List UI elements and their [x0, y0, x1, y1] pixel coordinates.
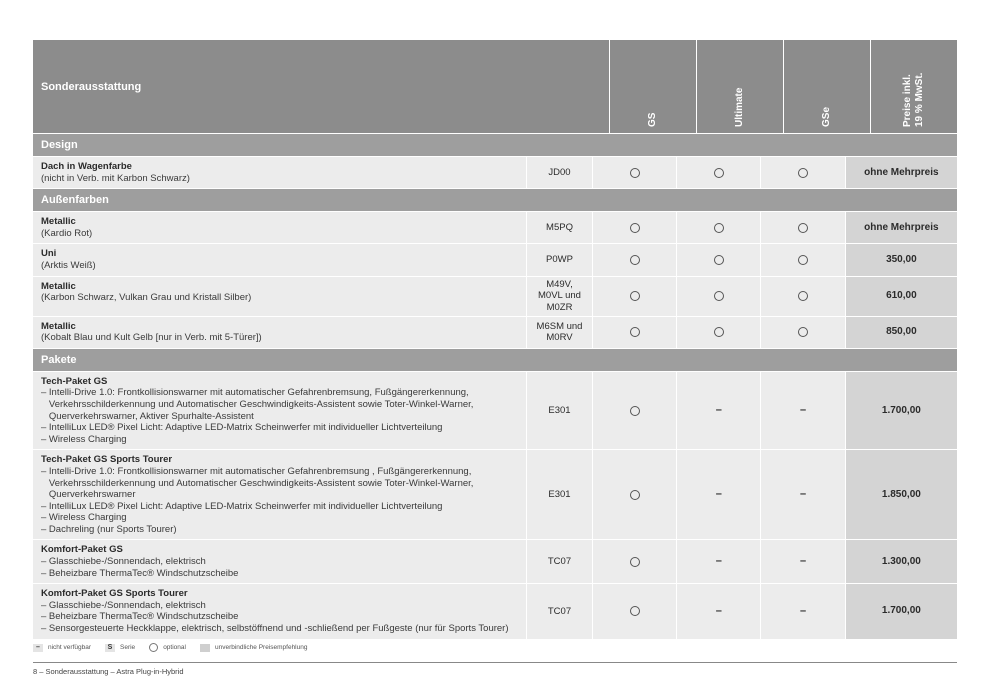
table-row — [33, 277, 957, 316]
optional-circle-icon — [714, 327, 724, 337]
optional-circle-icon — [630, 291, 640, 301]
row-gse: – — [761, 584, 845, 638]
row-gse — [761, 277, 845, 316]
row-detail-line: – IntelliLux LED® Pixel Licht: Adaptive LED-Matrix Scheinwerfer mit individueller Lichtverteilung — [41, 422, 443, 434]
row-price: 1.850,00 — [846, 450, 957, 539]
optional-circle-icon — [798, 223, 808, 233]
optional-circle-icon — [798, 168, 808, 178]
row-gse: – — [761, 450, 845, 539]
row-gs — [593, 584, 677, 638]
row-gse: – — [761, 540, 845, 583]
row-ultimate — [677, 212, 761, 243]
row-code-text: TC07 — [547, 605, 572, 617]
row-title: Dach in Wagenfarbe — [41, 161, 132, 172]
row-detail-line: – Wireless Charging — [41, 433, 127, 445]
row-title: Metallic — [41, 320, 76, 332]
row-detail-line: (Kardio Rot) — [41, 227, 93, 239]
row-detail-line: – Intelli-Drive 1.0: Frontkollisionswarner mit automatischer Gefahrenbremsung , Fußgängererkennung, — [41, 465, 472, 477]
legend-optional-icon — [149, 643, 158, 652]
options-table — [33, 40, 957, 639]
section-design: Design — [33, 134, 957, 156]
row-description — [33, 584, 527, 638]
row-code — [527, 584, 593, 638]
table-row — [33, 212, 957, 243]
legend — [33, 643, 321, 652]
row-detail-line: Verkehrsschilderkennung und Automatischer Geschwindigkeits-Assistent sowie Toter-Winkel-Warner, — [41, 398, 474, 410]
optional-circle-icon — [630, 406, 640, 416]
row-ultimate — [677, 277, 761, 316]
row-code-text: M49V, M0VL und M0ZR — [538, 278, 581, 313]
row-description — [33, 317, 527, 348]
optional-circle-icon — [630, 490, 640, 500]
legend-serie-key: S — [105, 644, 115, 652]
row-price: 1.300,00 — [846, 540, 957, 583]
row-title: Metallic — [41, 280, 76, 292]
legend-dash-key: – — [33, 644, 43, 652]
row-description — [33, 212, 527, 243]
header-col-gs: GS — [610, 40, 697, 133]
row-title: Tech-Paket GS — [41, 375, 108, 387]
row-description — [33, 540, 527, 583]
row-code-text: P0WP — [546, 254, 573, 266]
row-code-text: E301 — [548, 489, 571, 501]
row-detail-line: – Glasschiebe-/Sonnendach, elektrisch — [41, 556, 206, 568]
row-gs — [593, 157, 677, 188]
row-gs — [593, 212, 677, 243]
row-code — [527, 450, 593, 539]
optional-circle-icon — [714, 168, 724, 178]
row-detail-line: – Beheizbare ThermaTec® Windschutzscheibe — [41, 611, 239, 623]
row-gs — [593, 244, 677, 275]
table-row — [33, 540, 957, 583]
row-gse — [761, 157, 845, 188]
group-aussenfarben — [33, 212, 957, 348]
section-pakete: Pakete — [33, 349, 957, 371]
row-price: 350,00 — [846, 244, 957, 275]
optional-circle-icon — [630, 327, 640, 337]
footer-divider — [33, 662, 957, 663]
optional-circle-icon — [798, 255, 808, 265]
optional-circle-icon — [798, 291, 808, 301]
row-price: ohne Mehrpreis — [846, 157, 957, 188]
row-code-text: M5PQ — [546, 221, 573, 233]
row-ultimate: – — [677, 540, 761, 583]
row-detail-line: – Sensorgesteuerte Heckklappe, elektrisch, selbstöffnend und -schließend per Fußgeste (nur für Sports Tourer) — [41, 623, 509, 635]
row-title: Uni — [41, 248, 57, 260]
row-description — [33, 244, 527, 275]
row-code-text: TC07 — [547, 556, 572, 568]
row-title: Metallic — [41, 216, 76, 228]
row-gs — [593, 450, 677, 539]
optional-circle-icon — [630, 606, 640, 616]
row-gse — [761, 317, 845, 348]
legend-price-swatch — [200, 644, 210, 652]
row-code — [527, 540, 593, 583]
row-description — [33, 277, 527, 316]
row-description — [33, 157, 527, 188]
optional-circle-icon — [630, 255, 640, 265]
optional-circle-icon — [630, 168, 640, 178]
row-ultimate: – — [677, 450, 761, 539]
row-gs — [593, 317, 677, 348]
table-row — [33, 244, 957, 275]
row-code — [527, 212, 593, 243]
header-col-price: Preise inkl. 19 % MwSt. — [902, 72, 925, 127]
row-detail-line: – Glasschiebe-/Sonnendach, elektrisch — [41, 599, 206, 611]
optional-circle-icon — [630, 557, 640, 567]
row-code — [527, 244, 593, 275]
table-row — [33, 157, 957, 188]
row-code — [527, 372, 593, 450]
header-title: Sonderausstattung — [33, 40, 610, 133]
row-gs — [593, 540, 677, 583]
table-row — [33, 317, 957, 348]
table-row — [33, 584, 957, 638]
row-description — [33, 450, 527, 539]
optional-circle-icon — [798, 327, 808, 337]
optional-circle-icon — [714, 255, 724, 265]
row-detail-line: (nicht in Verb. mit Karbon Schwarz) — [41, 172, 190, 184]
row-price: 1.700,00 — [846, 584, 957, 638]
group-pakete — [33, 372, 957, 639]
header-col-gse: GSe — [784, 40, 871, 133]
optional-circle-icon — [630, 223, 640, 233]
row-title: Komfort-Paket GS Sports Tourer — [41, 588, 188, 600]
legend-optional-label: optional — [163, 644, 186, 651]
page-footer: 8 – Sonderausstattung – Astra Plug-in-Hybrid — [33, 667, 184, 676]
row-price: 850,00 — [846, 317, 957, 348]
header-col-ultimate: Ultimate — [697, 40, 784, 133]
optional-circle-icon — [714, 291, 724, 301]
table-row — [33, 450, 957, 539]
row-ultimate — [677, 244, 761, 275]
legend-serie-label: Serie — [120, 644, 136, 651]
row-gse — [761, 244, 845, 275]
row-gse: – — [761, 372, 845, 450]
row-detail-line: Querverkehrswarner — [41, 489, 136, 501]
row-ultimate — [677, 157, 761, 188]
row-code — [527, 277, 593, 316]
row-price: ohne Mehrpreis — [846, 212, 957, 243]
row-title: Tech-Paket GS Sports Tourer — [41, 454, 173, 466]
row-detail-line: Verkehrsschilderkennung und Automatischer Geschwindigkeits-Assistent sowie Toter-Winkel-Warner, — [41, 477, 474, 489]
row-detail-line: – Wireless Charging — [41, 512, 127, 524]
row-gs — [593, 277, 677, 316]
row-detail-line: (Karbon Schwarz, Vulkan Grau und Kristall Silber) — [41, 292, 252, 304]
row-code — [527, 157, 593, 188]
optional-circle-icon — [714, 223, 724, 233]
row-detail-line: (Arktis Weiß) — [41, 259, 96, 271]
table-row — [33, 372, 957, 450]
row-code-text: E301 — [548, 404, 571, 416]
row-ultimate: – — [677, 584, 761, 638]
row-code-text: JD00 — [548, 166, 571, 178]
row-code-text: M6SM und M0RV — [536, 320, 583, 344]
row-detail-line: – IntelliLux LED® Pixel Licht: Adaptive LED-Matrix Scheinwerfer mit individueller Lichtverteilung — [41, 500, 443, 512]
group-design — [33, 157, 957, 188]
row-ultimate: – — [677, 372, 761, 450]
row-price: 1.700,00 — [846, 372, 957, 450]
row-title: Komfort-Paket GS — [41, 544, 123, 556]
row-code — [527, 317, 593, 348]
row-detail-line: – Intelli-Drive 1.0: Frontkollisionswarner mit automatischer Gefahrenbremsung, Fußgängererkennung, — [41, 387, 469, 399]
row-detail-line: – Dachreling (nur Sports Tourer) — [41, 523, 177, 535]
row-detail-line: (Kobalt Blau und Kult Gelb [nur in Verb. mit 5-Türer]) — [41, 332, 262, 344]
row-detail-line: – Beheizbare ThermaTec® Windschutzscheibe — [41, 567, 239, 579]
legend-dash-label: nicht verfügbar — [48, 644, 91, 651]
row-gse — [761, 212, 845, 243]
row-detail-line: Querverkehrswarner, Aktiver Spurhalte-Assistent — [41, 410, 254, 422]
row-ultimate — [677, 317, 761, 348]
table-header — [33, 40, 957, 133]
legend-price-label: unverbindliche Preisempfehlung — [214, 644, 308, 651]
section-aussenfarben: Außenfarben — [33, 189, 957, 211]
row-price: 610,00 — [846, 277, 957, 316]
row-gs — [593, 372, 677, 450]
row-description — [33, 372, 527, 450]
